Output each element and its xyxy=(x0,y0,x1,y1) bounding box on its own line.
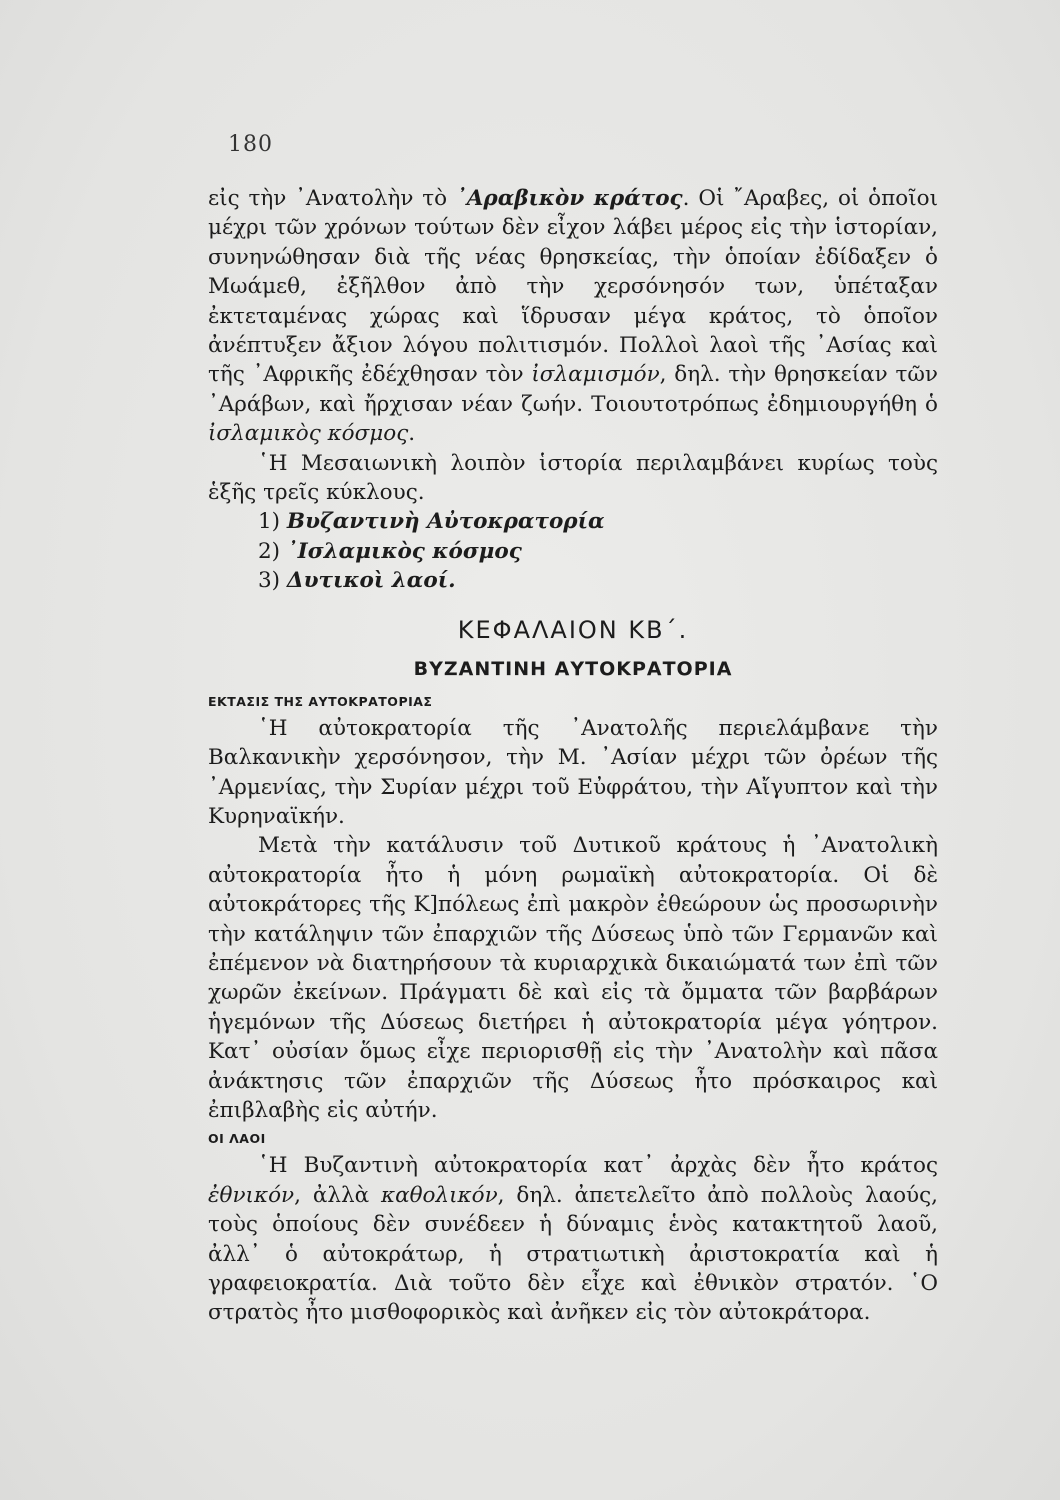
peoples-paragraph xyxy=(208,1151,938,1327)
catholic-emphasis: καθολικόν xyxy=(380,1182,498,1208)
page-number: 180 xyxy=(228,132,273,157)
cycle-item-3 xyxy=(258,566,938,595)
islamic-world-emphasis: ἰσλαμικὸς κόσμος xyxy=(208,421,409,447)
peoples-text-2: , ἀλλὰ xyxy=(294,1182,381,1208)
cycles-list xyxy=(208,507,938,595)
peoples-text-3: , δηλ. ἀπετελεῖτο ἀπὸ πολλοὺς λαούς, τοὺς ὁποίους δὲν συνέδεεν ἡ δύναμις ἑνὸς κατακτητοῦ λαοῦ, ἀλλ᾿ ὁ αὐτοκράτωρ, ἡ στρατιωτικὴ ἀριστοκρατία καὶ ἡ γραφειοκρατία. Διὰ τοῦτο δὲν εἶχε καὶ ἐθνικὸν στρατόν. ῾Ο στρατὸς ἦτο μισθοφορικὸς καὶ ἀνῆκεν εἰς τὸν αὐτοκράτορα. xyxy=(208,1182,939,1326)
arab-state-emphasis: ᾿Αραβικὸν κράτος xyxy=(455,186,683,211)
cycle-number: 3) xyxy=(258,568,281,594)
intro-text-1: εἰς τὴν ᾿Ανατολὴν τὸ xyxy=(208,186,456,211)
intro-text-2: . Οἱ ῎Αραβες, οἱ ὁποῖοι μέχρι τῶν χρόνων τούτων δὲν εἶχον λάβει μέρος εἰς τὴν ἱστορίαν, συνηνώθησαν διὰ τῆς νέας θρησκείας, τὴν ὁποίαν ἐδίδαξεν ὁ Μωάμεθ, ἐξῆλθον ἀπὸ τὴν χερσόνησόν των, ὑπέταξαν ἐκτεταμένας χώρας καὶ ἵδρυσαν μέγα κράτος, τὸ ὁποῖον ἀνέπτυξεν ἄξιον λόγου πολιτισμόν. Πολλοὶ λαοὶ τῆς ᾿Ασίας καὶ τῆς ᾿Αφρικῆς ἐδέχθησαν τὸν xyxy=(208,186,939,388)
intro-text-3: , δηλ. τὴν θρησκείαν τῶν ᾿Αράβων, καὶ ἤρχισαν νέαν ζωήν. Τοιουτοτρόπως ἐδημιουργήθη ὁ xyxy=(208,362,938,417)
cycle-number: 2) xyxy=(258,538,281,564)
cycle-item-2 xyxy=(258,537,938,566)
cycle-label: ᾿Ισλαμικὸς κόσμος xyxy=(286,538,522,564)
cycle-item-1 xyxy=(258,507,938,536)
page-text xyxy=(208,184,938,1328)
cycle-label: Δυτικοὶ λαοί. xyxy=(286,568,456,594)
national-emphasis: ἐθνικόν xyxy=(208,1182,295,1208)
cycle-number: 1) xyxy=(258,509,281,535)
peoples-text-1: ῾Η Βυζαντινὴ αὐτοκρατορία κατ᾿ ἀρχὰς δὲν ἦτο κράτος xyxy=(258,1153,938,1179)
extent-paragraph-1: ῾Η αὐτοκρατορία τῆς ᾿Ανατολῆς περιελάμβανε τὴν Βαλκανικὴν χερσόνησον, τὴν Μ. ᾿Ασίαν μέχρι τῶν ὀρέων τῆς ᾿Αρμενίας, τὴν Συρίαν μέχρι τοῦ Εὐφράτου, τὴν Αἴγυπτον καὶ τὴν Κυρηναϊκήν. xyxy=(208,715,938,829)
extent-paragraph-2: Μετὰ τὴν κατάλυσιν τοῦ Δυτικοῦ κράτους ἡ ᾿Ανατολικὴ αὐτοκρατορία ἦτο ἡ μόνη ρωμαϊκὴ αὐτοκρατορία. Οἱ δὲ αὐτοκράτορες τῆς Κ]πόλεως ἐπὶ μακρὸν ἐθεώρουν ὡς προσωρινὴν τὴν κατάληψιν τῶν ἐπαρχιῶν τῆς Δύσεως ὑπὸ τῶν Γερμανῶν καὶ ἐπέμενον νὰ διατηρήσουν τὰ κυριαρχικὰ δικαιώματά των ἐπὶ τῶν χωρῶν ἐκείνων. Πράγματι δὲ καὶ εἰς τὰ ὄμματα τῶν βαρβάρων ἡγεμόνων τῆς Δύσεως διετήρει ἡ αὐτοκρατορία μέγα γόητρον. Κατ᾿ οὐσίαν ὅμως εἶχε περιορισθῇ εἰς τὴν ᾿Ανατολὴν καὶ πᾶσα ἀνάκτησις τῶν ἐπαρχιῶν τῆς Δύσεως ἦτο πρόσκαιρος καὶ ἐπιβλαβὴς εἰς αὐτήν. xyxy=(208,833,938,1123)
islamism-emphasis: ἰσλαμισμόν xyxy=(531,362,660,388)
intro-paragraph xyxy=(208,184,938,449)
chapter-title: ΚΕΦΑΛΑΙΟΝ ΚΒ΄. xyxy=(457,615,689,644)
medieval-paragraph: ῾Η Μεσαιωνικὴ λοιπὸν ἱστορία περιλαμβάνει κυρίως τοὺς ἑξῆς τρεῖς κύκλους. xyxy=(208,450,938,506)
cycle-label: Βυζαντινὴ Αὐτοκρατορία xyxy=(286,509,605,535)
intro-text-4: . xyxy=(408,421,416,447)
chapter-subtitle: ΒΥΖΑΝΤΙΝΗ ΑΥΤΟΚΡΑΤΟΡΙΑ xyxy=(413,657,733,680)
section-heading-peoples: ΟΙ ΛΑΟΙ xyxy=(208,1131,266,1147)
section-heading-extent: ΕΚΤΑΣΙΣ ΤΗΣ ΑΥΤΟΚΡΑΤΟΡΙΑΣ xyxy=(208,693,433,709)
